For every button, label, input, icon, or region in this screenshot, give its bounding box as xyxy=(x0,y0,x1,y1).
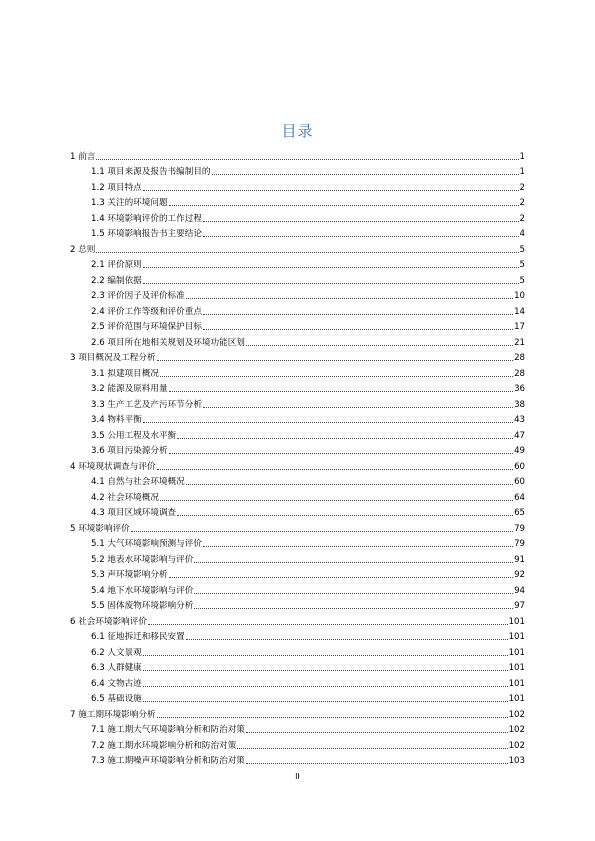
dot-leader xyxy=(143,655,508,656)
toc-entry-page-number: 102 xyxy=(508,740,525,751)
toc-chapter-entry[interactable] xyxy=(70,518,525,534)
toc-section-entry[interactable] xyxy=(70,224,525,240)
toc-entry-page-number: 60 xyxy=(514,477,525,487)
toc-entry-page-number: 91 xyxy=(514,554,525,565)
toc-entry-label: 7.1 施工期大气环境影响分析和防治对策 xyxy=(91,725,245,735)
toc-entry-page-number: 94 xyxy=(514,585,525,596)
toc-section-entry[interactable] xyxy=(70,751,525,767)
toc-entry-page-number: 28 xyxy=(514,368,525,379)
toc-entry-page-number: 101 xyxy=(508,678,525,689)
toc-section-entry[interactable] xyxy=(70,193,525,209)
dot-leader xyxy=(143,283,519,284)
dot-leader xyxy=(203,329,513,330)
toc-entry-page-number: 2 xyxy=(519,182,525,193)
toc-entry-page-number: 101 xyxy=(508,663,525,673)
toc-entry-page-number: 17 xyxy=(514,322,525,332)
toc-entry-page-number: 2 xyxy=(519,213,525,224)
toc-entry-label: 4.1 自然与社会环境概况 xyxy=(91,477,185,487)
toc-chapter-entry[interactable] xyxy=(70,704,525,720)
toc-entry-label: 6.2 人文景观 xyxy=(91,647,142,658)
toc-entry-label: 6.3 人群健康 xyxy=(91,663,142,673)
table-of-contents xyxy=(70,146,525,766)
toc-section-entry[interactable] xyxy=(70,720,525,736)
page-number-footer: II xyxy=(295,772,300,781)
toc-section-entry[interactable] xyxy=(70,642,525,658)
dot-leader xyxy=(186,639,508,640)
toc-entry-page-number: 92 xyxy=(514,570,525,580)
toc-chapter-entry[interactable] xyxy=(70,348,525,364)
dot-leader xyxy=(143,267,519,268)
toc-entry-page-number: 4 xyxy=(519,229,525,239)
dot-leader xyxy=(143,422,513,423)
toc-entry-label: 3 项目概况及工程分析 xyxy=(70,353,156,363)
toc-entry-page-number: 43 xyxy=(514,415,525,425)
toc-entry-page-number: 102 xyxy=(508,725,525,735)
dot-leader xyxy=(177,515,513,516)
toc-entry-label: 2.2 编制依据 xyxy=(91,275,142,286)
toc-entry-page-number: 1 xyxy=(519,167,525,177)
dot-leader xyxy=(143,670,508,671)
dot-leader xyxy=(186,298,513,299)
toc-entry-label: 3.3 生产工艺及产污环节分析 xyxy=(91,399,202,410)
toc-chapter-entry[interactable] xyxy=(70,146,525,162)
toc-section-entry[interactable] xyxy=(70,270,525,286)
toc-entry-label: 3.1 拟建项目概况 xyxy=(91,368,159,379)
dot-leader xyxy=(169,391,514,392)
toc-entry-label: 2.5 评价范围与环境保护目标 xyxy=(91,322,202,332)
toc-entry-label: 2.3 评价因子及评价标准 xyxy=(91,291,185,301)
toc-entry-label: 2 总则 xyxy=(70,244,96,255)
toc-section-entry[interactable] xyxy=(70,162,525,178)
toc-entry-page-number: 2 xyxy=(519,198,525,208)
dot-leader xyxy=(143,686,508,687)
dot-leader xyxy=(203,546,513,547)
dot-leader xyxy=(246,732,508,733)
toc-section-entry[interactable] xyxy=(70,689,525,705)
toc-entry-page-number: 101 xyxy=(508,616,525,627)
toc-section-entry[interactable] xyxy=(70,549,525,565)
dot-leader xyxy=(160,500,513,501)
toc-entry-label: 3.4 物料平衡 xyxy=(91,415,142,425)
toc-entry-page-number: 47 xyxy=(514,430,525,441)
dot-leader xyxy=(169,577,514,578)
toc-entry-label: 4.2 社会环境概况 xyxy=(91,492,159,503)
dot-leader xyxy=(194,608,513,609)
dot-leader xyxy=(177,438,513,439)
toc-section-entry[interactable] xyxy=(70,286,525,302)
dot-leader xyxy=(157,717,508,718)
toc-entry-page-number: 5 xyxy=(519,260,525,270)
toc-entry-label: 1.5 环境影响报告书主要结论 xyxy=(91,229,202,239)
toc-entry-page-number: 21 xyxy=(514,337,525,348)
toc-entry-page-number: 14 xyxy=(514,306,525,317)
toc-entry-page-number: 65 xyxy=(514,508,525,518)
toc-section-entry[interactable] xyxy=(70,627,525,643)
dot-leader xyxy=(157,469,514,470)
toc-entry-label: 6.5 基础设施 xyxy=(91,694,142,704)
dot-leader xyxy=(246,763,508,764)
toc-section-entry[interactable] xyxy=(70,503,525,519)
toc-section-entry[interactable] xyxy=(70,472,525,488)
dot-leader xyxy=(169,453,514,454)
toc-section-entry[interactable] xyxy=(70,596,525,612)
dot-leader xyxy=(96,159,518,160)
toc-entry-page-number: 79 xyxy=(514,539,525,549)
toc-entry-label: 1.3 关注的环境问题 xyxy=(91,198,168,208)
toc-section-entry[interactable] xyxy=(70,208,525,224)
toc-entry-label: 2.4 评价工作等级和评价重点 xyxy=(91,306,202,317)
toc-section-entry[interactable] xyxy=(70,177,525,193)
toc-entry-page-number: 5 xyxy=(519,244,525,255)
toc-section-entry[interactable] xyxy=(70,410,525,426)
toc-entry-label: 1 前言 xyxy=(70,151,96,162)
toc-entry-label: 1.4 环境影响评价的工作过程 xyxy=(91,213,202,224)
toc-entry-label: 5 环境影响评价 xyxy=(70,523,130,534)
toc-entry-label: 1.2 项目特点 xyxy=(91,182,142,193)
toc-entry-page-number: 49 xyxy=(514,446,525,456)
toc-section-entry[interactable] xyxy=(70,658,525,674)
toc-section-entry[interactable] xyxy=(70,394,525,410)
toc-entry-page-number: 101 xyxy=(508,632,525,642)
toc-entry-page-number: 28 xyxy=(514,353,525,363)
toc-section-entry[interactable] xyxy=(70,487,525,503)
toc-section-entry[interactable] xyxy=(70,534,525,550)
toc-section-entry[interactable] xyxy=(70,255,525,271)
toc-title: 目录 xyxy=(281,122,314,140)
toc-entry-label: 5.3 声环境影响分析 xyxy=(91,570,168,580)
toc-entry-label: 5.2 地表水环境影响与评价 xyxy=(91,554,194,565)
toc-entry-page-number: 97 xyxy=(514,601,525,611)
dot-leader xyxy=(148,624,508,625)
toc-entry-page-number: 1 xyxy=(519,151,525,162)
toc-chapter-entry[interactable] xyxy=(70,611,525,627)
toc-entry-label: 6 社会环境影响评价 xyxy=(70,616,147,627)
dot-leader xyxy=(131,531,513,532)
dot-leader xyxy=(203,314,513,315)
dot-leader xyxy=(203,221,519,222)
toc-chapter-entry[interactable] xyxy=(70,456,525,472)
toc-section-entry[interactable] xyxy=(70,317,525,333)
toc-entry-page-number: 5 xyxy=(519,275,525,286)
toc-entry-page-number: 64 xyxy=(514,492,525,503)
toc-entry-page-number: 36 xyxy=(514,384,525,394)
toc-entry-page-number: 102 xyxy=(508,709,525,720)
dot-leader xyxy=(96,252,518,253)
toc-section-entry[interactable] xyxy=(70,332,525,348)
toc-entry-page-number: 38 xyxy=(514,399,525,410)
toc-entry-label: 4.3 项目区域环境调查 xyxy=(91,508,177,518)
dot-leader xyxy=(212,174,519,175)
toc-entry-page-number: 10 xyxy=(514,291,525,301)
toc-entry-label: 5.4 地下水环境影响与评价 xyxy=(91,585,194,596)
dot-leader xyxy=(203,236,519,237)
toc-entry-label: 2.1 评价原则 xyxy=(91,260,142,270)
toc-entry-label: 7.3 施工期噪声环境影响分析和防治对策 xyxy=(91,756,245,766)
toc-section-entry[interactable] xyxy=(70,379,525,395)
toc-entry-page-number: 103 xyxy=(508,756,525,766)
toc-section-entry[interactable] xyxy=(70,301,525,317)
toc-entry-label: 4 环境现状调查与评价 xyxy=(70,461,156,472)
toc-entry-label: 5.5 固体废物环境影响分析 xyxy=(91,601,194,611)
dot-leader xyxy=(186,484,513,485)
dot-leader xyxy=(143,701,508,702)
toc-section-entry[interactable] xyxy=(70,580,525,596)
toc-entry-label: 3.2 能源及原料用量 xyxy=(91,384,168,394)
toc-section-entry[interactable] xyxy=(70,673,525,689)
toc-chapter-entry[interactable] xyxy=(70,239,525,255)
dot-leader xyxy=(203,407,513,408)
dot-leader xyxy=(157,360,514,361)
dot-leader xyxy=(169,205,519,206)
toc-entry-label: 7.2 施工期水环境影响分析和防治对策 xyxy=(91,740,237,751)
toc-entry-label: 7 施工期环境影响分析 xyxy=(70,709,156,720)
dot-leader xyxy=(237,748,507,749)
dot-leader xyxy=(246,345,513,346)
toc-section-entry[interactable] xyxy=(70,363,525,379)
toc-entry-page-number: 101 xyxy=(508,647,525,658)
toc-entry-page-number: 101 xyxy=(508,694,525,704)
toc-entry-label: 2.6 项目所在地相关规划及环境功能区划 xyxy=(91,337,245,348)
dot-leader xyxy=(194,593,513,594)
toc-entry-label: 3.6 项目污染源分析 xyxy=(91,446,168,456)
dot-leader xyxy=(143,190,519,191)
toc-section-entry[interactable] xyxy=(70,425,525,441)
dot-leader xyxy=(194,562,513,563)
toc-entry-label: 5.1 大气环境影响预测与评价 xyxy=(91,539,202,549)
toc-section-entry[interactable] xyxy=(70,565,525,581)
toc-entry-label: 1.1 项目来源及报告书编制目的 xyxy=(91,167,211,177)
toc-entry-label: 3.5 公用工程及水平衡 xyxy=(91,430,177,441)
dot-leader xyxy=(160,376,513,377)
toc-entry-page-number: 60 xyxy=(514,461,525,472)
toc-entry-label: 6.4 文物古迹 xyxy=(91,678,142,689)
toc-entry-label: 6.1 征地拆迁和移民安置 xyxy=(91,632,185,642)
toc-section-entry[interactable] xyxy=(70,441,525,457)
toc-entry-page-number: 79 xyxy=(514,523,525,534)
toc-section-entry[interactable] xyxy=(70,735,525,751)
